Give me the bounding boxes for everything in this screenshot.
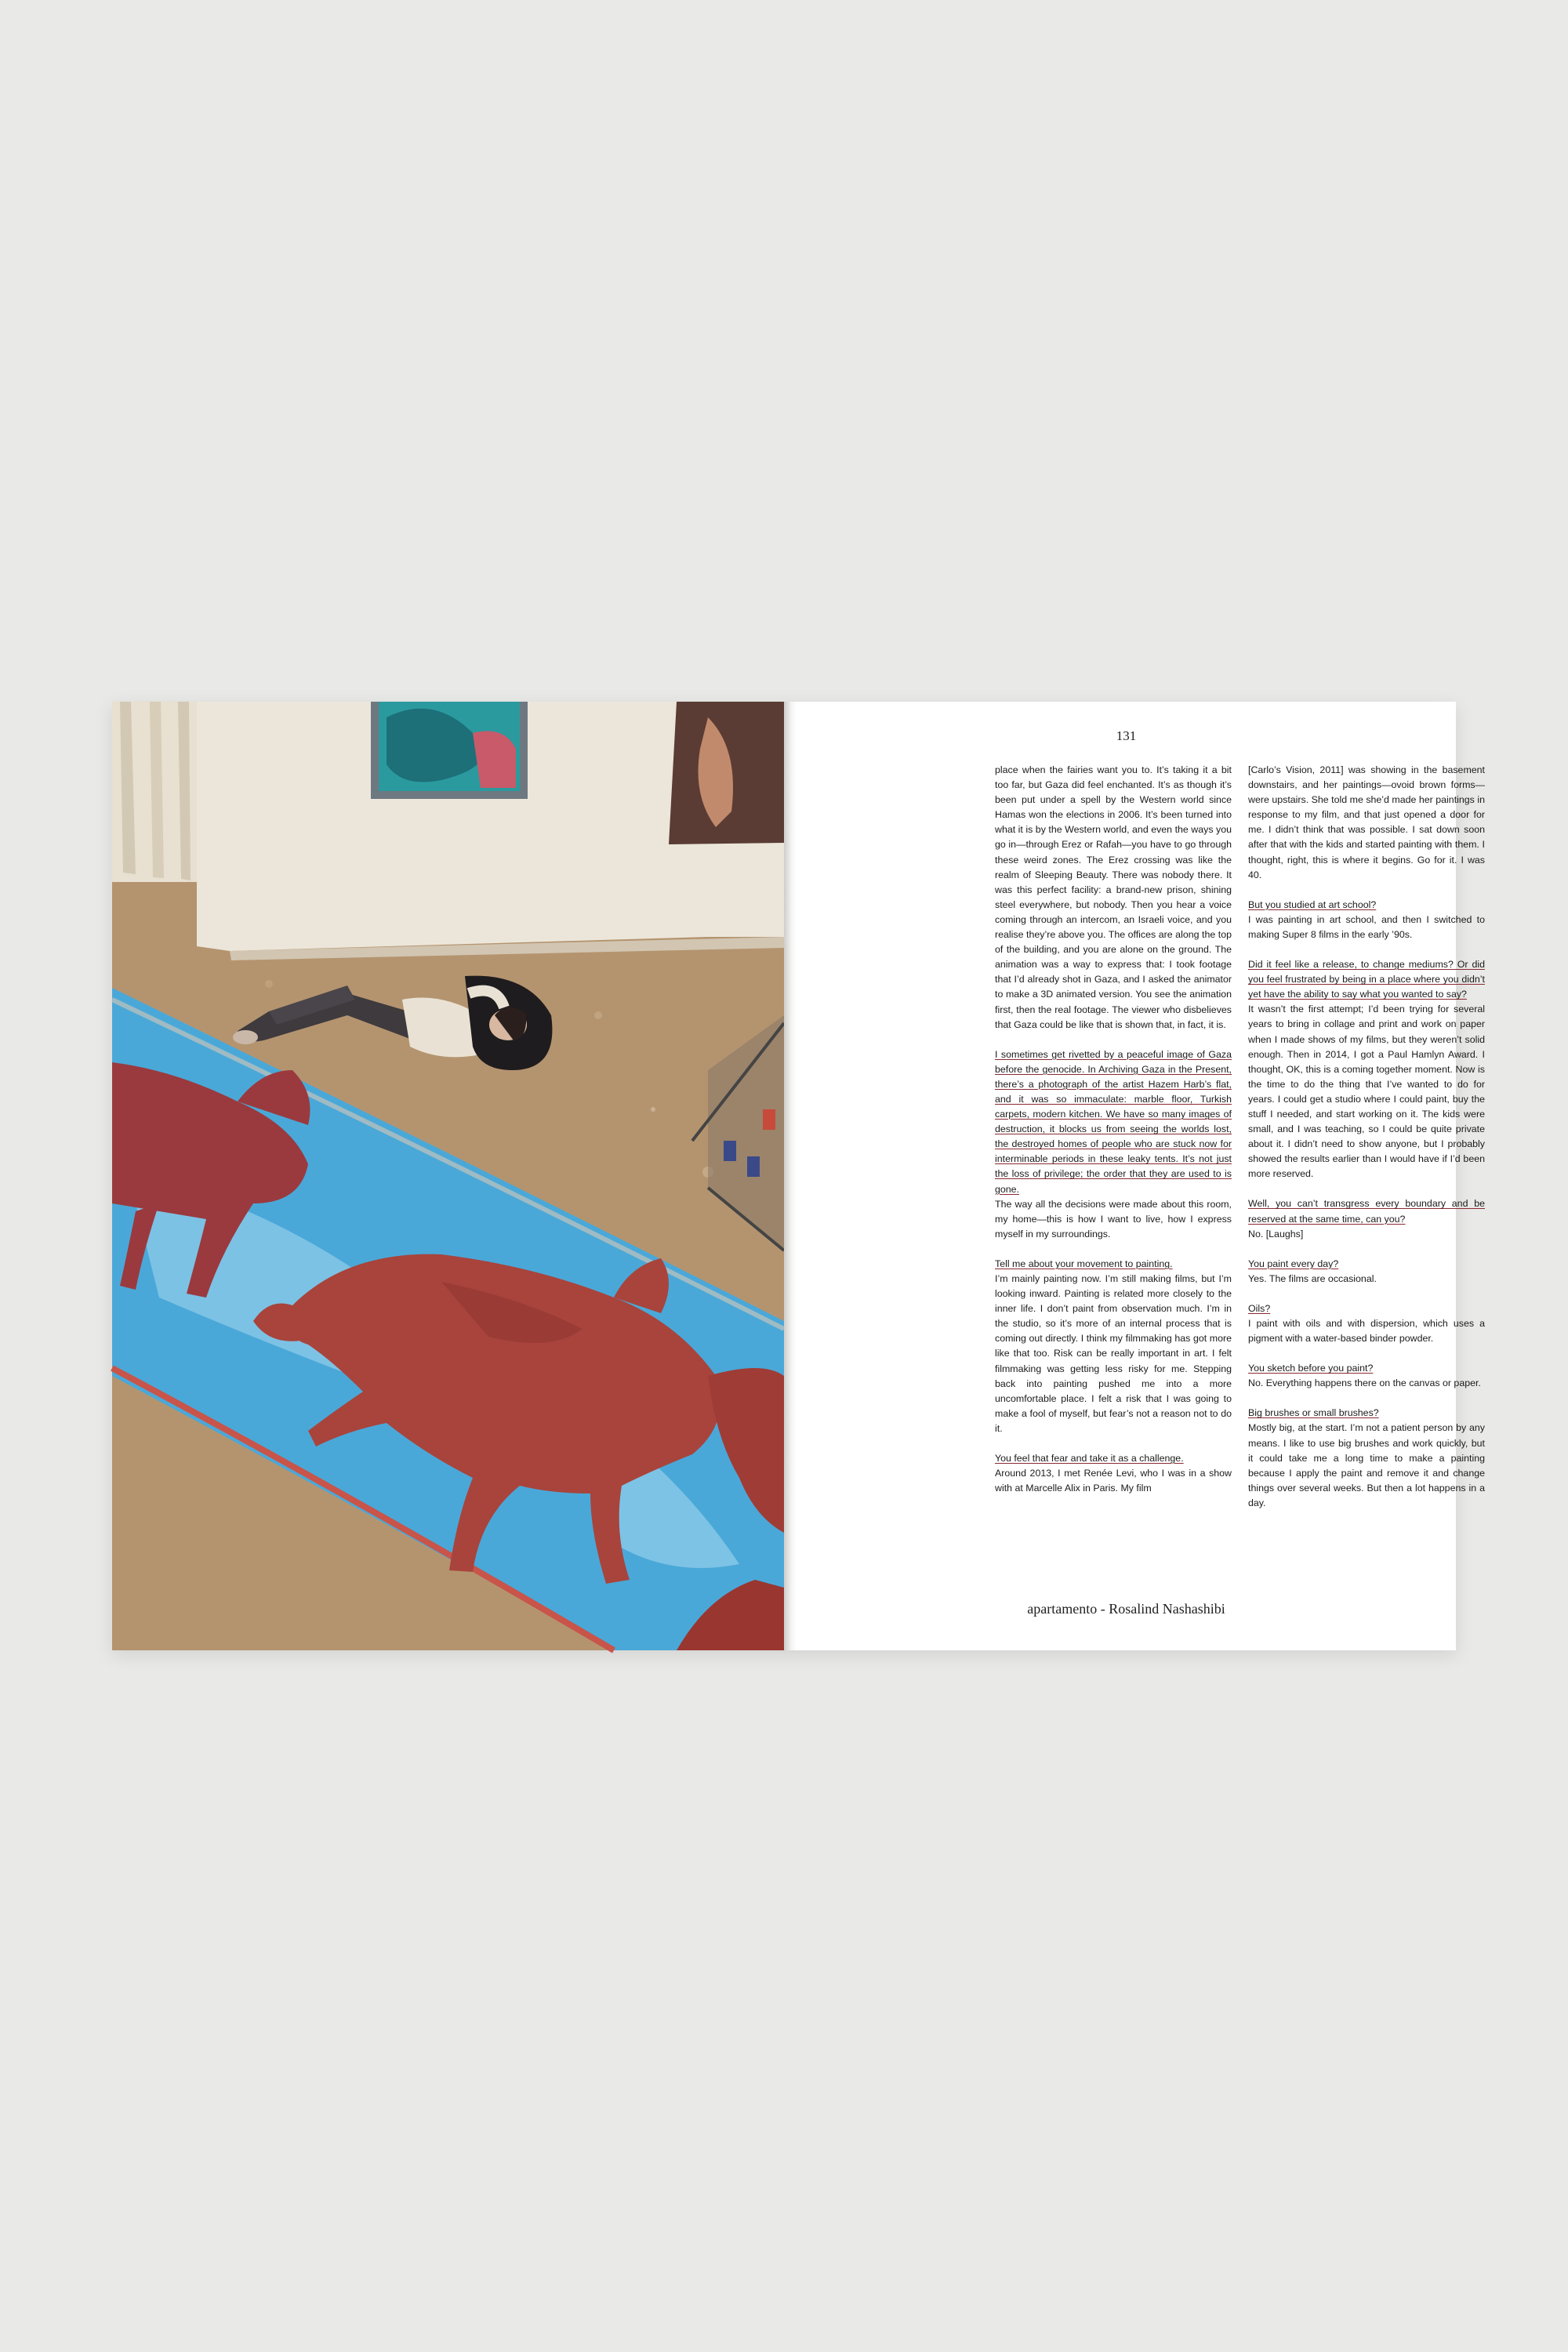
answer-text: Yes. The films are occasional. [1248, 1272, 1377, 1284]
magazine-spread [112, 702, 1485, 1650]
question-text: Did it feel like a release, to change mediums? Or did you feel frustrated by being in a place where you didn’t yet have the ability to say what you wanted to say? [1248, 959, 1485, 1000]
studio-photo [112, 702, 784, 1650]
answer-text: No. Everything happens there on the canvas or paper. [1248, 1377, 1481, 1389]
question-text: Oils? [1248, 1302, 1271, 1314]
question-text: I sometimes get rivetted by a peaceful image of Gaza before the genocide. In Archiving Gaza in the Present, there’s a photograph of the artist Hazem Harb’s flat, and it was so immaculate: marble floor, Turkish carpets, modern kitchen. We have so many images of destruction, it blocks us from seeing the worlds lost, the destroyed homes of people who are stuck now for interminable periods in these leaky tents. It’s not just the loss of privilege; the order that they are used to is gone. [995, 1048, 1232, 1195]
question-text: But you studied at art school? [1248, 898, 1377, 910]
answer-text: The way all the decisions were made about this room, my home—this is how I want to live, how I express myself in my surroundings. [995, 1198, 1232, 1240]
text-column-right [1248, 763, 1485, 1526]
text-column-left [995, 763, 1232, 1511]
paragraph [1248, 898, 1485, 942]
question-text: Big brushes or small brushes? [1248, 1407, 1379, 1419]
question-text: Well, you can’t transgress every boundary and be reserved at the same time, can you? [1248, 1198, 1485, 1225]
answer-text: [Carlo’s Vision, 2011] was showing in the basement downstairs, and her paintings—ovoid brown forms—were upstairs. She told me she’d made her paintings in response to my film, and that just opened a door for me. I didn’t think that was possible. I sat down soon after that with the kids and started painting with them. I thought, right, this is where it begins. Go for it. I was 40. [1248, 764, 1485, 880]
paragraph [995, 1257, 1232, 1436]
page-number: 131 [1116, 728, 1137, 743]
paragraph [1248, 1196, 1485, 1241]
text-page [797, 702, 1485, 1650]
paragraph [995, 763, 1232, 1033]
paragraph [1248, 1257, 1485, 1287]
question-text: Tell me about your movement to painting. [995, 1258, 1173, 1269]
answer-text: No. [Laughs] [1248, 1228, 1304, 1240]
question-text: You paint every day? [1248, 1258, 1339, 1269]
answer-text: I was painting in art school, and then I switched to making Super 8 films in the early ’90s. [1248, 913, 1485, 940]
answer-text: I’m mainly painting now. I’m still making films, but I’m looking inward. Painting is related more closely to the inner life. I don’t paint from observation much. I’m in the studio, so it’s more of an internal process that is coming out directly. I think my filmmaking has got more like that too. Risk can be really important in art. I felt filmmaking was getting less risky for me. Stepping back into painting pushed me into a more uncomfortable place. I felt a risk that I was going to make a fool of myself, but fear’s not a reason not to do it. [995, 1273, 1232, 1434]
answer-text: It wasn’t the first attempt; I’d been trying for several years to bring in collage and print and work on paper when I made shows of my films, but they weren’t solid enough. Then in 2014, I got a Paul Hamlyn Award. I thought, OK, this is a coming together moment. Now is the time to do the thing that I’ve wanted to do for years. I could get a studio where I could paint, buy the stuff I needed, and start working on it. The kids were small, and I was teaching, so I could be quite private about it. I didn’t need to show anyone, but I probably showed the results earlier than I would have if I’d been more reserved. [1248, 1004, 1485, 1180]
paragraph [1248, 763, 1485, 883]
paragraph [995, 1451, 1232, 1496]
answer-text: Mostly big, at the start. I’m not a patient person by any means. I like to use big brushes and work quickly, but it could take me a long time to make a painting because I apply the paint and remove it and change things over several weeks. But then a lot happens in a day. [1248, 1422, 1485, 1508]
paragraph [1248, 1361, 1485, 1391]
paragraph [1248, 957, 1485, 1181]
answer-text: Around 2013, I met Renée Levi, who I was in a show with at Marcelle Alix in Paris. My film [995, 1468, 1232, 1494]
answer-text: place when the fairies want you to. It’s taking it a bit too far, but Gaza did feel enchanted. It’s as though it’s been put under a spell by the Western world since Hamas won the elections in 2006. It’s been turned into what it is by the Western world, and even the ways you go in—through Erez or Rafah—you have to go through these weird zones. The Erez crossing was like the realm of Sleeping Beauty. There was nobody there. It was this perfect facility: a brand-new prison, shining steel everywhere, but nobody. Then you hear a voice coming through an intercom, an Israeli voice, and you realise they’re above you. The offices are along the top of the building, and you are alone on the ground. The animation was a way to express that: I took footage that I’d already shot in Gaza, and I asked the animator to make a 3D animated version. You see the animation first, then the real footage. The viewer who disbelieves that Gaza could be like that is shown that, in fact, it is. [995, 764, 1232, 1030]
question-text: You sketch before you paint? [1248, 1363, 1374, 1374]
question-text: You feel that fear and take it as a challenge. [995, 1453, 1184, 1465]
answer-text: I paint with oils and with dispersion, which uses a pigment with a water-based binder powder. [1248, 1318, 1485, 1345]
page-footer: apartamento - Rosalind Nashashibi [1027, 1601, 1225, 1617]
paragraph [1248, 1301, 1485, 1346]
paragraph [995, 1047, 1232, 1242]
paragraph [1248, 1406, 1485, 1511]
photo-page [112, 702, 784, 1650]
page-gutter [784, 702, 797, 1650]
